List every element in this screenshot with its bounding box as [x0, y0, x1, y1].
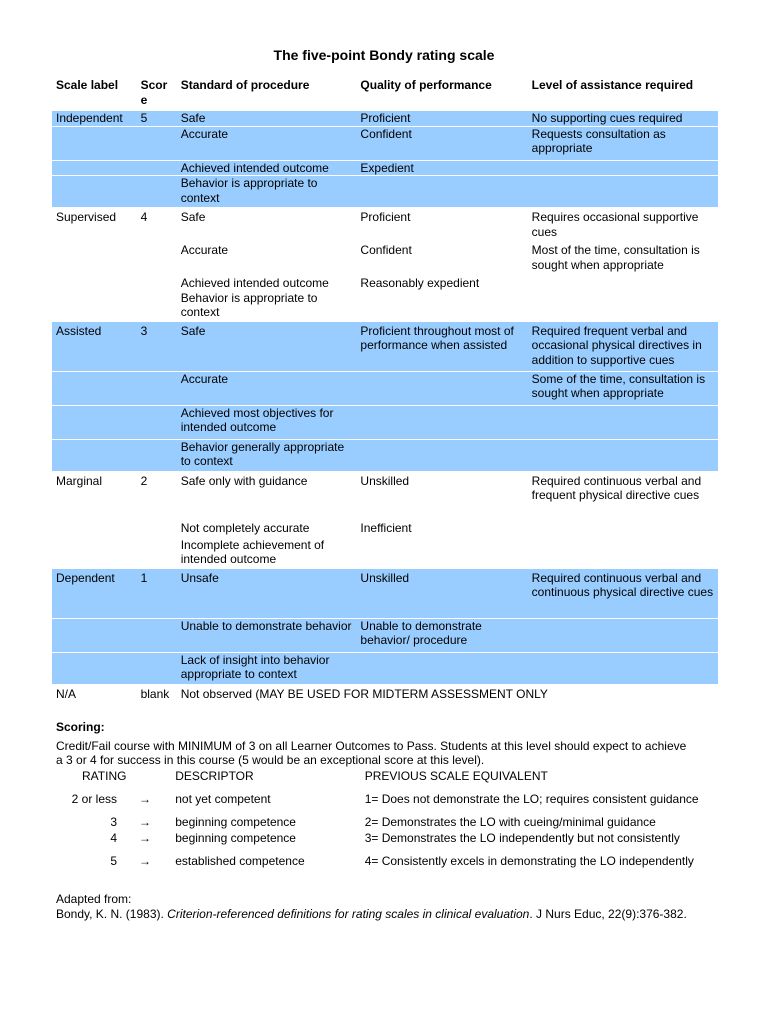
descriptor-value: not yet competent	[175, 792, 271, 806]
standard-cell: Behavior is appropriate to context	[180, 290, 318, 319]
table-row	[52, 111, 718, 126]
quality-cell	[356, 439, 527, 471]
assistance-cell	[528, 618, 718, 652]
table-row	[52, 471, 718, 521]
scoring-paragraph: Credit/Fail course with MINIMUM of 3 on all Learner Outcomes to Pass. Students at this level should expect to achieve a 3 or 4 for success in this course (5 would be an exceptional score at this level).	[56, 739, 687, 767]
score-value: 5	[137, 111, 177, 126]
quality-cell	[356, 291, 527, 322]
standard-cell: Accurate	[177, 371, 357, 405]
previous-value: 1= Does not demonstrate the LO; requires consistent guidance	[364, 792, 699, 806]
score-value: 3	[137, 322, 177, 372]
adapted-label: Adapted from:	[56, 892, 132, 906]
standard-cell: Unsafe	[177, 569, 357, 619]
table-row	[52, 371, 718, 405]
scoring-row	[56, 846, 716, 876]
quality-cell: Inefficient	[360, 520, 412, 535]
header-score: Score	[140, 78, 168, 107]
quality-cell: Proficient	[356, 111, 527, 126]
assistance-cell	[528, 652, 718, 684]
assistance-cell: No supporting cues required	[528, 111, 718, 126]
assistance-cell	[528, 176, 718, 208]
score-value: 2	[140, 473, 148, 488]
score-value: 4	[140, 210, 148, 224]
table-row	[52, 569, 718, 619]
standard-cell: Achieved intended outcome	[180, 276, 329, 290]
assistance-cell	[528, 439, 718, 471]
quality-cell: Confident	[356, 126, 527, 160]
scale-label: Supervised	[56, 210, 117, 224]
standard-cell: Lack of insight into behavior appropriate to context	[177, 652, 357, 684]
standard-cell: Accurate	[180, 243, 229, 257]
previous-value: 2= Demonstrates the LO with cueing/minimal guidance	[364, 815, 656, 829]
table-row	[52, 176, 718, 208]
table-row	[52, 126, 718, 160]
rating-header: RATING	[82, 769, 127, 783]
quality-cell	[356, 176, 527, 208]
scale-label: Dependent	[52, 569, 137, 619]
arrow-icon: →	[139, 831, 152, 845]
quality-cell: Unable to demonstrate behavior/ procedure	[356, 618, 527, 652]
scoring-row	[56, 830, 716, 846]
citation-text	[56, 907, 706, 922]
header-quality: Quality of performance	[360, 78, 492, 92]
citation	[56, 892, 706, 922]
quality-cell	[356, 652, 527, 684]
standard-cell: Accurate	[177, 126, 357, 160]
quality-cell: Proficient throughout most of performance when assisted	[356, 322, 527, 372]
table-row	[52, 439, 718, 471]
quality-cell: Expedient	[356, 160, 527, 176]
standard-cell: Safe	[177, 322, 357, 372]
assistance-cell	[528, 405, 718, 439]
assistance-cell: Some of the time, consultation is sought when appropriate	[528, 371, 718, 405]
rating-value: 2 or less	[71, 792, 118, 806]
assistance-cell: Requires occasional supportive cues	[531, 210, 699, 239]
table-row	[52, 276, 718, 291]
scoring-row	[56, 784, 716, 814]
assistance-cell: Required frequent verbal and occasional physical directives in addition to supportive cues	[528, 322, 718, 372]
scoring-header-row	[56, 768, 716, 784]
quality-cell: Unskilled	[360, 473, 410, 488]
standard-cell: Achieved intended outcome	[177, 160, 357, 176]
header-assistance: Level of assistance required	[531, 78, 694, 92]
score-value: blank	[140, 686, 170, 701]
assistance-cell	[528, 538, 718, 569]
scoring-heading: Scoring:	[56, 720, 105, 734]
header-standard: Standard of procedure	[180, 78, 310, 92]
header-scale-label: Scale label	[56, 78, 119, 92]
scale-label: Marginal	[56, 473, 103, 488]
quality-cell	[356, 405, 527, 439]
standard-cell: Safe	[177, 111, 357, 126]
assistance-cell: Requests consultation as appropriate	[528, 126, 718, 160]
table-row	[52, 322, 718, 372]
citation-journal: . J Nurs Educ, 22(9):376-382.	[529, 907, 687, 921]
score-value: 1	[137, 569, 177, 619]
descriptor-header: DESCRIPTOR	[175, 769, 254, 783]
quality-cell: Confident	[360, 243, 412, 257]
table-row	[52, 618, 718, 652]
citation-title: Criterion-referenced definitions for rating scales in clinical evaluation	[167, 907, 530, 921]
standard-cell: Safe only with guidance	[180, 473, 308, 488]
previous-value: 3= Demonstrates the LO independently but not consistently	[364, 831, 680, 845]
standard-cell: Unable to demonstrate behavior	[177, 618, 357, 652]
assistance-cell	[528, 160, 718, 176]
scale-label: N/A	[56, 686, 77, 701]
descriptor-value: beginning competence	[175, 815, 296, 829]
scoring-row	[56, 814, 716, 830]
table-row	[52, 160, 718, 176]
page-title: The five-point Bondy rating scale	[273, 47, 495, 63]
table-row	[52, 405, 718, 439]
table-row	[52, 291, 718, 322]
table-row	[52, 652, 718, 684]
scale-label: Assisted	[52, 322, 137, 372]
standard-cell: Incomplete achievement of intended outcome	[180, 537, 325, 566]
previous-header: PREVIOUS SCALE EQUIVALENT	[364, 769, 548, 783]
na-description: Not observed (MAY BE USED FOR MIDTERM ASSESSMENT ONLY	[180, 686, 548, 701]
assistance-cell: Most of the time, consultation is sought when appropriate	[531, 243, 700, 272]
standard-cell: Safe	[180, 210, 206, 224]
rating-value: 5	[110, 854, 118, 868]
quality-cell	[356, 371, 527, 405]
assistance-cell	[528, 276, 718, 291]
table-row	[52, 521, 718, 538]
quality-cell: Unskilled	[356, 569, 527, 619]
rating-value: 3	[110, 815, 118, 829]
table-row	[52, 538, 718, 569]
table-row	[52, 243, 718, 276]
standard-cell: Behavior generally appropriate to context	[177, 439, 357, 471]
quality-cell: Proficient	[360, 210, 411, 224]
scale-label: Independent	[52, 111, 137, 126]
assistance-cell: Required continuous verbal and continuous physical directive cues	[528, 569, 718, 619]
table-header-row	[52, 75, 718, 111]
rating-value: 4	[110, 831, 118, 845]
table-row	[52, 684, 718, 701]
citation-author: Bondy, K. N. (1983).	[56, 907, 168, 921]
arrow-icon: →	[139, 792, 152, 806]
previous-value: 4= Consistently excels in demonstrating the LO independently	[364, 854, 694, 868]
arrow-icon: →	[139, 854, 152, 868]
table-row	[52, 208, 718, 244]
assistance-cell: Required continuous verbal and frequent physical directive cues	[531, 473, 702, 502]
standard-cell: Not completely accurate	[180, 520, 310, 535]
standard-cell: Achieved most objectives for intended outcome	[177, 405, 357, 439]
descriptor-value: established competence	[175, 854, 305, 868]
arrow-icon: →	[139, 815, 152, 829]
assistance-cell	[528, 291, 718, 322]
quality-cell: Reasonably expedient	[360, 276, 480, 290]
rating-scale-table	[52, 75, 718, 701]
standard-cell: Behavior is appropriate to context	[177, 176, 357, 208]
assistance-cell	[528, 521, 718, 538]
quality-cell	[356, 538, 527, 569]
scoring-table	[56, 768, 716, 876]
descriptor-value: beginning competence	[175, 831, 296, 845]
